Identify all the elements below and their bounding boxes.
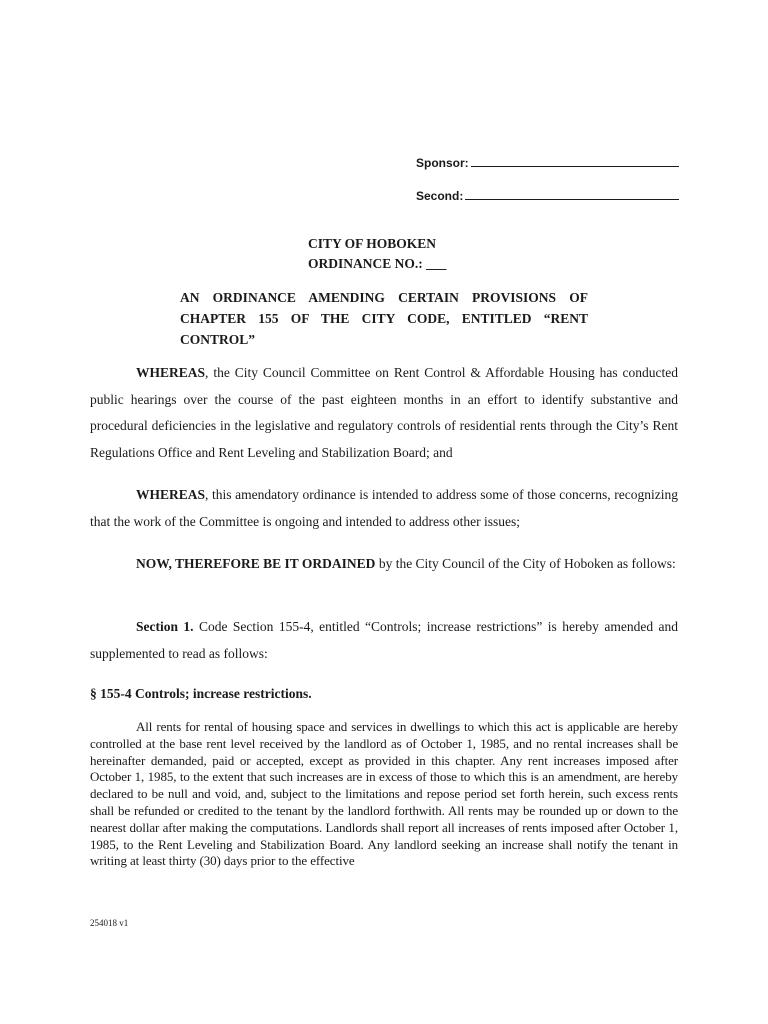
paragraph-text: , the City Council Committee on Rent Control & Affordable Housing has conducted public hearings over the course of the past eighteen months in an effort to identify substantive and procedural deficiencies in the legislative and regulatory controls of residential rents through the City’s Rent Regulations Office and Rent Leveling and Stabilization Board; and	[90, 365, 678, 460]
document-footer: 254018 v1	[90, 918, 129, 928]
paragraph-lead: Section 1.	[136, 619, 194, 634]
paragraph-whereas-1	[90, 360, 678, 466]
ordinance-number: ORDINANCE NO.: ___	[308, 256, 447, 271]
paragraph-lead: NOW, THEREFORE BE IT ORDAINED	[136, 556, 376, 571]
sponsor-blank	[471, 154, 679, 167]
paragraph-section-1	[90, 614, 678, 667]
second-label: Second:	[416, 189, 464, 203]
city-heading: CITY OF HOBOKEN	[308, 236, 437, 251]
second-blank	[465, 187, 679, 200]
ordinance-title: AN ORDINANCE AMENDING CERTAIN PROVISIONS OF CHAPTER 155 OF THE CITY CODE, ENTITLED “RENT CONTROL”	[180, 290, 588, 347]
paragraph-text: by the City Council of the City of Hoboken as follows:	[375, 556, 676, 571]
sponsor-label: Sponsor:	[416, 156, 469, 170]
paragraph-lead: WHEREAS	[136, 365, 206, 380]
paragraph-ordained	[90, 551, 678, 578]
second-line	[416, 187, 679, 203]
sponsor-line	[416, 154, 679, 170]
section-body: All rents for rental of housing space and services in dwellings to which this act is applicable are hereby controlled at the base rent level received by the landlord as of October 1, 1985, and no rental increases shall be hereinafter demanded, paid or accepted, except as provided in this chapter. Any rent increases imposed after October 1, 1985, to the extent that such increases are in excess of those to which this is an amendment, are hereby declared to be null and void, and, subject to the limitations and repose period set forth herein, such excess rents shall be refunded or credited to the tenant by the landlord forthwith. All rents may be rounded up or down to the nearest dollar after making the computations. Landlords shall report all increases of rents imposed after October 1, 1985, to the Rent Leveling and Stabilization Board. Any landlord seeking an increase shall notify the tenant in writing at least thirty (30) days prior to the effective	[90, 719, 678, 869]
paragraph-lead: WHEREAS	[136, 487, 206, 502]
section-heading: § 155-4 Controls; increase restrictions.	[90, 686, 312, 701]
paragraph-whereas-2	[90, 482, 678, 535]
paragraph-text: , this amendatory ordinance is intended to address some of those concerns, recognizing that the work of the Committee is ongoing and intended to address other issues;	[90, 487, 678, 529]
paragraph-text: Code Section 155-4, entitled “Controls; increase restrictions” is hereby amended and supplemented to read as follows:	[90, 619, 679, 661]
